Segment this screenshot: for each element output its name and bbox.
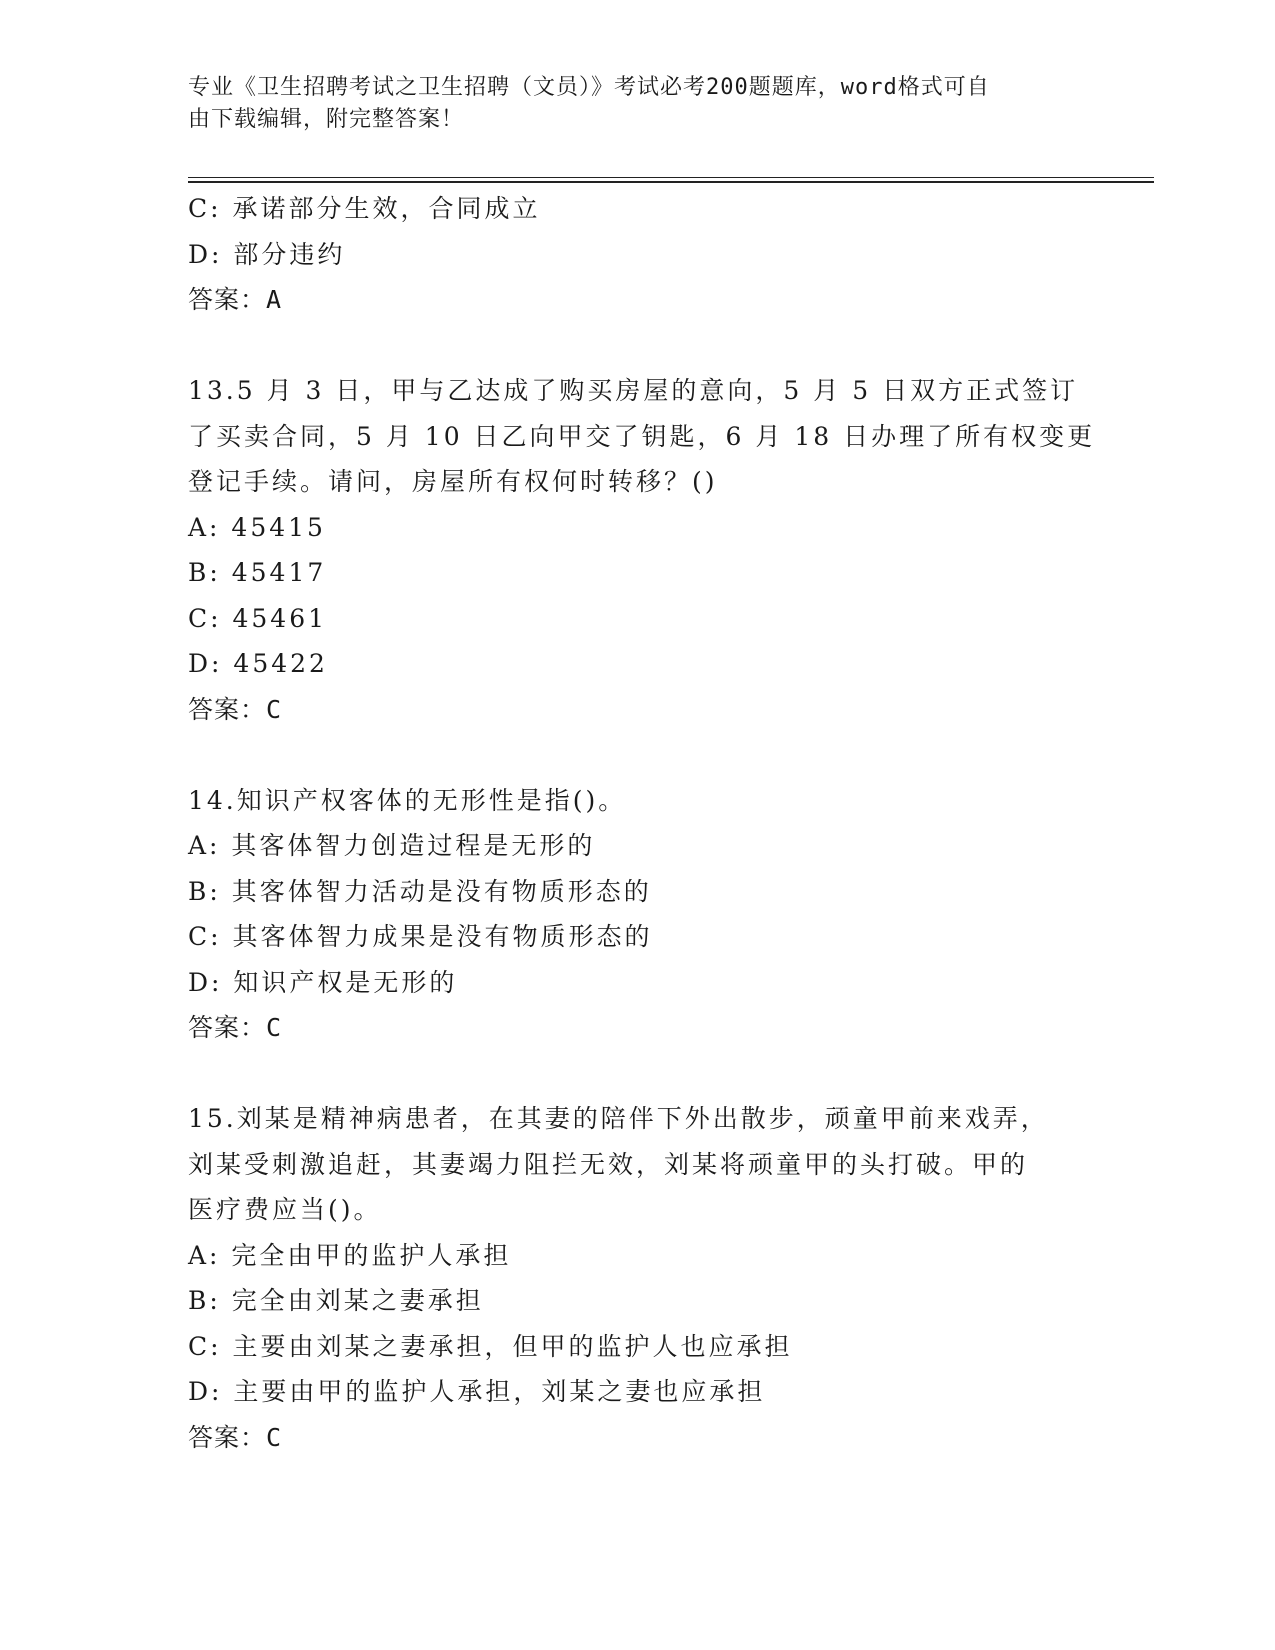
option-d: D: 主要由甲的监护人承担，刘某之妻也应承担: [188, 1377, 766, 1406]
spacer: [188, 323, 1088, 369]
question-text-line: 了买卖合同，5 月 10 日乙向甲交了钥匙，6 月 18 日办理了所有权变更: [188, 421, 1096, 451]
answer-line: 答案：A: [188, 285, 283, 314]
option-a: A: 完全由甲的监护人承担: [188, 1240, 512, 1270]
option-c: C: 45461: [188, 603, 328, 633]
question-text-line: 14.知识产权客体的无形性是指()。: [188, 785, 627, 815]
question-text-line: 医疗费应当()。: [188, 1195, 382, 1224]
question-15: [188, 1096, 1088, 1460]
option-d: D: 部分违约: [188, 239, 346, 269]
header-line-1: 专业《卫生招聘考试之卫生招聘（文员）》考试必考200题题库，word格式可自: [188, 75, 990, 100]
answer-line: 答案：C: [188, 1422, 283, 1452]
document-body: [188, 186, 1096, 1460]
option-c: C: 其客体智力成果是没有物质形态的: [188, 922, 653, 951]
option-d: D: 45422: [188, 649, 328, 678]
question-12-tail: [188, 186, 1088, 323]
question-13: [188, 368, 1096, 732]
question-text-line: 刘某受刺激追赶，其妻竭力阻拦无效，刘某将顽童甲的头打破。甲的: [188, 1149, 1029, 1179]
question-14: [188, 778, 1088, 1051]
document-header: [188, 72, 1068, 136]
question-text-line: 15.刘某是精神病患者，在其妻的陪伴下外出散步，顽童甲前来戏弄，: [188, 1104, 1049, 1133]
option-a: A: 其客体智力创造过程是无形的: [188, 831, 596, 860]
header-line-2: 由下载编辑，附完整答案！: [188, 107, 465, 132]
option-c: C: 承诺部分生效，合同成立: [188, 194, 541, 223]
question-text-line: 13.5 月 3 日，甲与乙达成了购买房屋的意向，5 月 5 日双方正式签订: [188, 376, 1079, 405]
option-c: C: 主要由刘某之妻承担，但甲的监护人也应承担: [188, 1331, 793, 1361]
question-text-line: 登记手续。请问，房屋所有权何时转移？(): [188, 467, 718, 496]
spacer: [188, 1051, 1088, 1097]
answer-line: 答案：C: [188, 1013, 283, 1042]
option-b: B: 完全由刘某之妻承担: [188, 1286, 484, 1315]
header-divider-thin: [188, 177, 1154, 178]
header-divider-thick: [188, 181, 1154, 183]
spacer: [188, 732, 1088, 778]
option-a: A: 45415: [188, 512, 326, 542]
answer-line: 答案：C: [188, 694, 283, 724]
option-b: B: 45417: [188, 558, 327, 587]
option-d: D: 知识产权是无形的: [188, 967, 458, 997]
option-b: B: 其客体智力活动是没有物质形态的: [188, 876, 652, 906]
